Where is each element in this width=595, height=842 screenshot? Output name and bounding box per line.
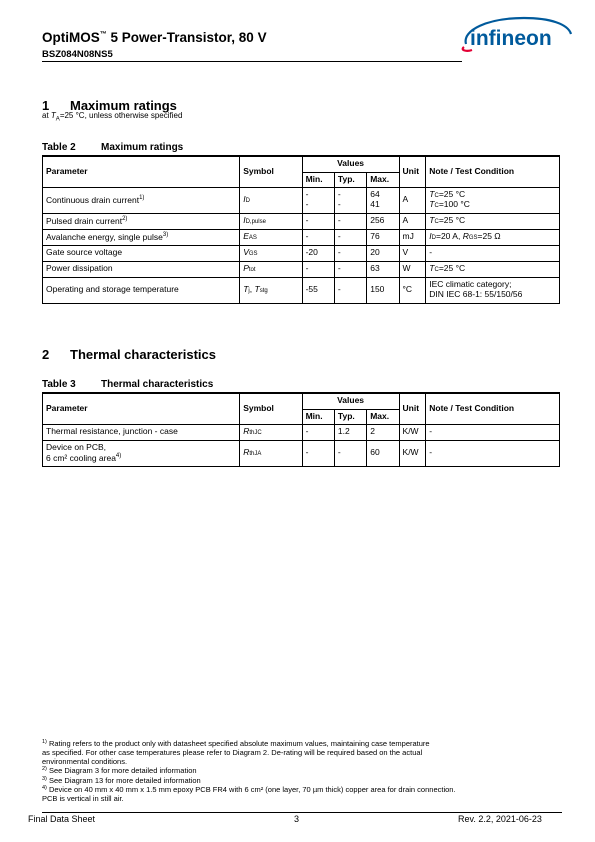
table-row bbox=[43, 245, 560, 261]
unit-cell: V bbox=[399, 245, 426, 261]
footnote-line: $^{1)}$ Rating refers to the product only with datasheet specified absolute maximum values, maintaining case temperature bbox=[42, 739, 430, 748]
footnote-line: PCB is vertical in still air. bbox=[42, 793, 124, 803]
section-1-subtitle: at $T_A=25$ °C, unless otherwise specified bbox=[42, 111, 183, 123]
parameter-cell: Operating and storage temperature bbox=[43, 277, 240, 303]
footnote-line: $^{2)}$ See Diagram 3 for more detailed information bbox=[42, 766, 197, 776]
part-number: BSZ084N08NS5 bbox=[42, 49, 113, 60]
max-cell: 256 bbox=[367, 213, 399, 229]
parameter-cell: Avalanche energy, single pulse$^{3)}$ bbox=[43, 229, 240, 245]
table-row bbox=[43, 187, 560, 213]
col-header-unit: Unit bbox=[399, 156, 426, 187]
unit-cell: mJ bbox=[399, 229, 426, 245]
min-cell: - bbox=[302, 213, 334, 229]
typ-cell: - bbox=[334, 277, 366, 303]
svg-text:infineon: infineon bbox=[470, 27, 552, 50]
footnote-line: as specified. For other case temperatures please refer to Diagram 2. De-rating will be required based on the actual bbox=[42, 748, 423, 758]
note-cell: TC=25 °C bbox=[426, 213, 560, 229]
parameter-cell: Gate source voltage bbox=[43, 245, 240, 261]
symbol-cell: ID,pulse bbox=[240, 213, 302, 229]
header-rule bbox=[42, 61, 462, 62]
typ-cell: - bbox=[334, 245, 366, 261]
note-cell: - bbox=[426, 440, 560, 466]
col-header-values: Values bbox=[302, 156, 399, 172]
col-header-note: Note / Test Condition bbox=[426, 393, 560, 424]
typ-cell: - - bbox=[334, 187, 366, 213]
col-header-min: Min. bbox=[302, 172, 334, 187]
footer-page-number: 3 bbox=[294, 814, 300, 824]
col-header-typ: Typ. bbox=[334, 172, 366, 187]
symbol-cell: ID bbox=[240, 187, 302, 213]
min-cell: - bbox=[302, 424, 334, 440]
unit-cell: K/W bbox=[399, 440, 426, 466]
col-header-symbol: Symbol bbox=[240, 393, 302, 424]
parameter-cell: Thermal resistance, junction - case bbox=[43, 424, 240, 440]
table-row bbox=[43, 229, 560, 245]
max-cell: 60 bbox=[367, 440, 399, 466]
infineon-logo bbox=[458, 14, 573, 54]
col-header-typ: Typ. bbox=[334, 409, 366, 424]
note-cell: - bbox=[426, 424, 560, 440]
min-cell: - bbox=[302, 440, 334, 466]
unit-cell: °C bbox=[399, 277, 426, 303]
symbol-cell: RthJC bbox=[240, 424, 302, 440]
section-2-heading: 2 Thermal characteristics bbox=[42, 347, 216, 362]
note-cell: TC=25 °C bbox=[426, 261, 560, 277]
max-cell: 64 41 bbox=[367, 187, 399, 213]
max-cell: 150 bbox=[367, 277, 399, 303]
thermal-characteristics-table bbox=[42, 392, 560, 467]
max-cell: 20 bbox=[367, 245, 399, 261]
parameter-cell: Continuous drain current$^{1)}$ bbox=[43, 187, 240, 213]
note-cell: TC=25 °C TC=100 °C bbox=[426, 187, 560, 213]
unit-cell: K/W bbox=[399, 424, 426, 440]
col-header-unit: Unit bbox=[399, 393, 426, 424]
table-row bbox=[43, 440, 560, 466]
parameter-cell: Pulsed drain current$^{2)}$ bbox=[43, 213, 240, 229]
footnote-line: environmental conditions. bbox=[42, 757, 128, 767]
table-row bbox=[43, 277, 560, 303]
parameter-cell: Power dissipation bbox=[43, 261, 240, 277]
maximum-ratings-table bbox=[42, 155, 560, 304]
unit-cell: W bbox=[399, 261, 426, 277]
table-2-caption: Table 2 Maximum ratings bbox=[42, 142, 184, 153]
max-cell: 2 bbox=[367, 424, 399, 440]
symbol-cell: VGS bbox=[240, 245, 302, 261]
footer-doc-type: Final Data Sheet bbox=[28, 814, 96, 824]
symbol-cell: EAS bbox=[240, 229, 302, 245]
note-cell: IEC climatic category; DIN IEC 68-1: 55/150/56 bbox=[426, 277, 560, 303]
col-header-max: Max. bbox=[367, 172, 399, 187]
section-1-heading: 1 Maximum ratings bbox=[42, 98, 177, 113]
typ-cell: - bbox=[334, 213, 366, 229]
parameter-cell: Device on PCB, 6 cm² cooling area$^{4)}$ bbox=[43, 440, 240, 466]
symbol-cell: RthJA bbox=[240, 440, 302, 466]
unit-cell: A bbox=[399, 213, 426, 229]
footnotes bbox=[42, 739, 562, 803]
table-row bbox=[43, 424, 560, 440]
col-header-values: Values bbox=[302, 393, 399, 409]
typ-cell: 1.2 bbox=[334, 424, 366, 440]
document-title: OptiMOS™ 5 Power-Transistor, 80 V bbox=[42, 30, 267, 45]
typ-cell: - bbox=[334, 261, 366, 277]
table-row bbox=[43, 213, 560, 229]
min-cell: -20 bbox=[302, 245, 334, 261]
table-3-caption: Table 3 Thermal characteristics bbox=[42, 379, 214, 390]
min-cell: - bbox=[302, 261, 334, 277]
symbol-cell: Tj, Tstg bbox=[240, 277, 302, 303]
col-header-note: Note / Test Condition bbox=[426, 156, 560, 187]
max-cell: 76 bbox=[367, 229, 399, 245]
col-header-min: Min. bbox=[302, 409, 334, 424]
min-cell: -55 bbox=[302, 277, 334, 303]
typ-cell: - bbox=[334, 229, 366, 245]
table-row bbox=[43, 261, 560, 277]
col-header-symbol: Symbol bbox=[240, 156, 302, 187]
footnote-line: $^{4)}$ Device on 40 mm x 40 mm x 1.5 mm epoxy PCB FR4 with 6 cm² (one layer, 70 µm thick) copper area for drain connection. bbox=[42, 784, 456, 794]
max-cell: 63 bbox=[367, 261, 399, 277]
typ-cell: - bbox=[334, 440, 366, 466]
footer-revision: Rev. 2.2, 2021-06-23 bbox=[458, 814, 542, 824]
col-header-parameter: Parameter bbox=[43, 156, 240, 187]
footer-rule bbox=[42, 812, 562, 813]
min-cell: - bbox=[302, 229, 334, 245]
col-header-max: Max. bbox=[367, 409, 399, 424]
symbol-cell: Ptot bbox=[240, 261, 302, 277]
unit-cell: A bbox=[399, 187, 426, 213]
note-cell: - bbox=[426, 245, 560, 261]
footnote-line: $^{3)}$ See Diagram 13 for more detailed information bbox=[42, 775, 201, 785]
col-header-parameter: Parameter bbox=[43, 393, 240, 424]
min-cell: - - bbox=[302, 187, 334, 213]
note-cell: ID=20 A, RGS=25 Ω bbox=[426, 229, 560, 245]
